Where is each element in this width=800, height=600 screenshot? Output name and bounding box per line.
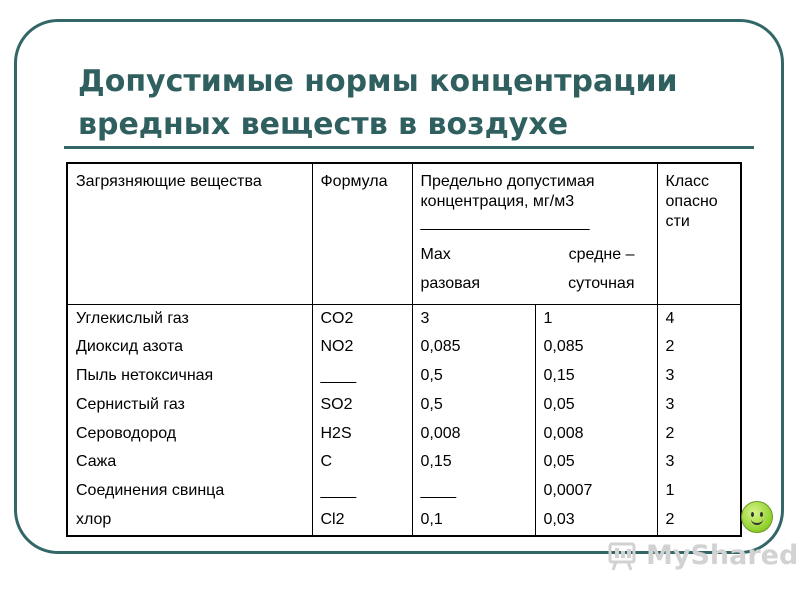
table-cell: Соединения свинца [76, 482, 225, 500]
watermark-logo-icon [608, 538, 642, 572]
table-cell: 0,1 [420, 511, 443, 529]
table-cell: 4 [665, 309, 675, 327]
column-substance [67, 304, 312, 536]
header-avg: средне – [568, 246, 635, 263]
table-cell: C [320, 453, 333, 471]
table-cell: Диоксид азота [76, 338, 184, 356]
table-cell: Сернистый газ [76, 395, 185, 413]
table-cell: хлор [76, 511, 112, 529]
table-cell: CO2 [320, 309, 354, 327]
header-avg-2: суточная [568, 275, 635, 292]
table-cell: H2S [320, 424, 352, 442]
header-concentration: Предельно допустимая концентрация, мг/м3 ___________________ Max средне – разовая суточная [412, 163, 657, 304]
table-cell: 0,008 [420, 424, 461, 442]
header-formula: Формула [312, 163, 412, 304]
table-cell: 0,0007 [543, 482, 593, 500]
watermark-text: MyShared [646, 539, 799, 571]
table-cell: Сероводород [76, 424, 177, 442]
table-cell: Сажа [76, 453, 117, 471]
table-cell: 3 [665, 395, 675, 413]
table-cell: Пыль нетоксичная [76, 367, 214, 385]
table-cell: ____ [320, 367, 357, 385]
table-cell: 3 [420, 309, 430, 327]
table-body-row [67, 304, 741, 536]
header-substance: Загрязняющие вещества [67, 163, 312, 304]
table-header-row [67, 163, 741, 304]
title-underline [64, 146, 754, 149]
header-max-2: разовая [420, 275, 481, 292]
column-hazard-class [657, 304, 741, 536]
table-cell: 1 [543, 309, 553, 327]
table-cell: 0,05 [543, 395, 575, 413]
table-cell: 2 [665, 338, 675, 356]
column-max-single [412, 304, 535, 536]
table-cell: 0,008 [543, 424, 584, 442]
header-divider-line: ___________________ [420, 214, 590, 231]
table-cell: 0,15 [420, 453, 452, 471]
table-cell: 0,5 [420, 367, 443, 385]
slide-title: Допустимые нормы концентрации вредных веществ в воздухе [78, 64, 678, 142]
header-sub-line-1 [421, 240, 649, 269]
table-cell: 2 [665, 511, 675, 529]
column-formula [312, 304, 412, 536]
table-cell: NO2 [320, 338, 354, 356]
header-max: Max [420, 246, 451, 263]
header-sub-line-2 [421, 269, 649, 298]
smiley-mouth [751, 517, 763, 525]
table-cell: ____ [420, 482, 457, 500]
table-cell: 0,5 [420, 395, 443, 413]
table-cell: 0,15 [543, 367, 575, 385]
column-avg-daily [535, 304, 657, 536]
header-hazard-class: Класс опасно сти [657, 163, 741, 304]
watermark [608, 538, 798, 572]
table-cell: 0,05 [543, 453, 575, 471]
table-cell: 0,03 [543, 511, 575, 529]
table-cell: 2 [665, 424, 675, 442]
table-cell: ____ [320, 482, 357, 500]
table-cell: 0,085 [420, 338, 461, 356]
table-cell: 1 [665, 482, 675, 500]
smiley-icon [741, 501, 773, 533]
table-cell: 0,085 [543, 338, 584, 356]
table-cell: 3 [665, 453, 675, 471]
table-cell: Cl2 [320, 511, 345, 529]
table-cell: SO2 [320, 395, 353, 413]
table-cell: 3 [665, 367, 675, 385]
concentration-table [66, 162, 742, 537]
table-cell: Углекислый газ [76, 309, 189, 327]
